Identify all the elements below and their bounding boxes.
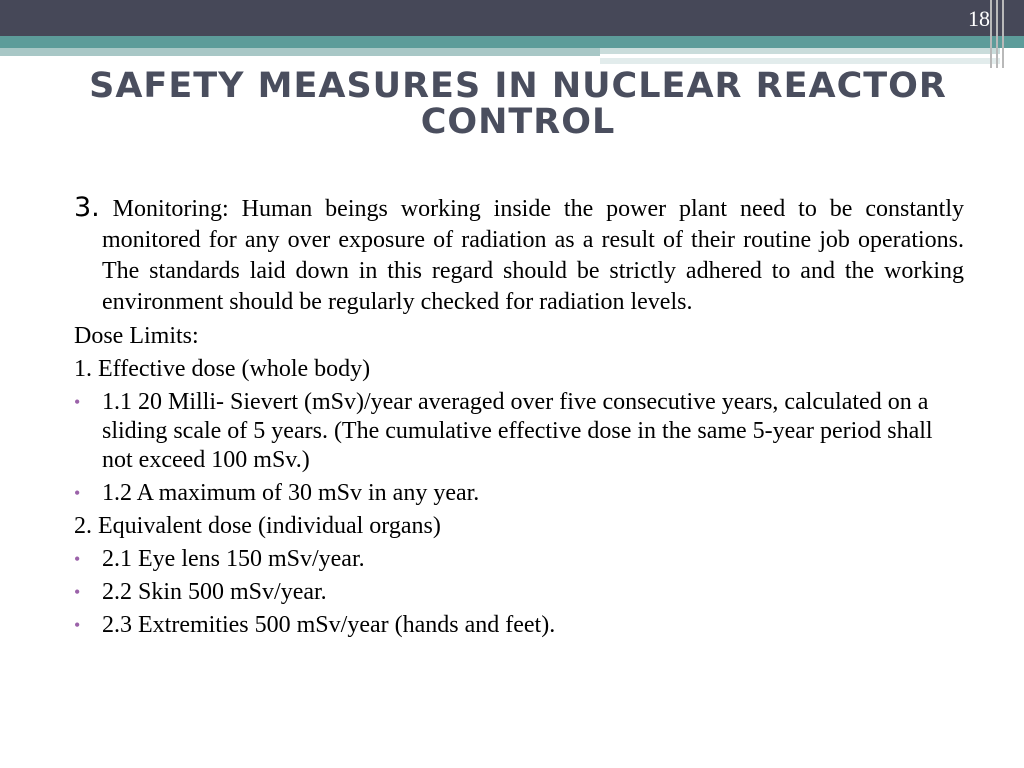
bullet-icon: • xyxy=(74,483,81,503)
monitoring-paragraph xyxy=(74,192,964,318)
list-item-text: 2.2 Skin 500 mSv/year. xyxy=(102,579,327,605)
list-item xyxy=(74,545,964,574)
list-item xyxy=(74,611,964,640)
list-item-text: 2.1 Eye lens 150 mSv/year. xyxy=(102,546,365,572)
header-divider-line xyxy=(996,0,998,68)
monitoring-number: 3. xyxy=(74,192,100,223)
list-item xyxy=(74,578,964,607)
dose-limits-heading: Dose Limits: xyxy=(74,323,199,349)
header-divider-line xyxy=(990,0,992,68)
list-item-text: 1.2 A maximum of 30 mSv in any year. xyxy=(102,480,480,506)
equivalent-dose-heading: 2. Equivalent dose (individual organs) xyxy=(74,513,441,539)
bullet-icon: • xyxy=(74,392,81,412)
slide-body xyxy=(74,192,964,640)
header-light-band-right xyxy=(600,48,1000,54)
bullet-icon: • xyxy=(74,615,81,635)
slide-title xyxy=(66,68,970,140)
list-item xyxy=(74,479,964,508)
header-dark-band xyxy=(0,0,1024,36)
list-item xyxy=(74,388,964,475)
effective-dose-heading: 1. Effective dose (whole body) xyxy=(74,356,371,382)
list-item-text: 1.1 20 Milli- Sievert (mSv)/year averaged over five consecutive years, calculated on a sliding scale of 5 years. (The cumulative effective dose in the same 5-year period shall not exceed 100 mSv.) xyxy=(102,389,933,473)
slide-number: 18 xyxy=(968,6,990,31)
slide-title-line2: CONTROL xyxy=(420,102,616,142)
header-pale-band-right xyxy=(600,58,1000,64)
header-light-band-left xyxy=(0,48,600,56)
header-teal-band xyxy=(0,36,1024,48)
slide-title-line1: SAFETY MEASURES IN NUCLEAR REACTOR xyxy=(89,66,947,106)
list-item-text: 2.3 Extremities 500 mSv/year (hands and feet). xyxy=(102,612,556,638)
bullet-icon: • xyxy=(74,549,81,569)
monitoring-text: Monitoring: Human beings working inside the power plant need to be constantly monitored for any over exposure of radiation as a result of their routine job operations. The standards laid down in this regard should be strictly adhered to and the working environment should be regularly checked for radiation levels. xyxy=(99,196,964,315)
header-divider-line xyxy=(1002,0,1004,68)
bullet-icon: • xyxy=(74,582,81,602)
